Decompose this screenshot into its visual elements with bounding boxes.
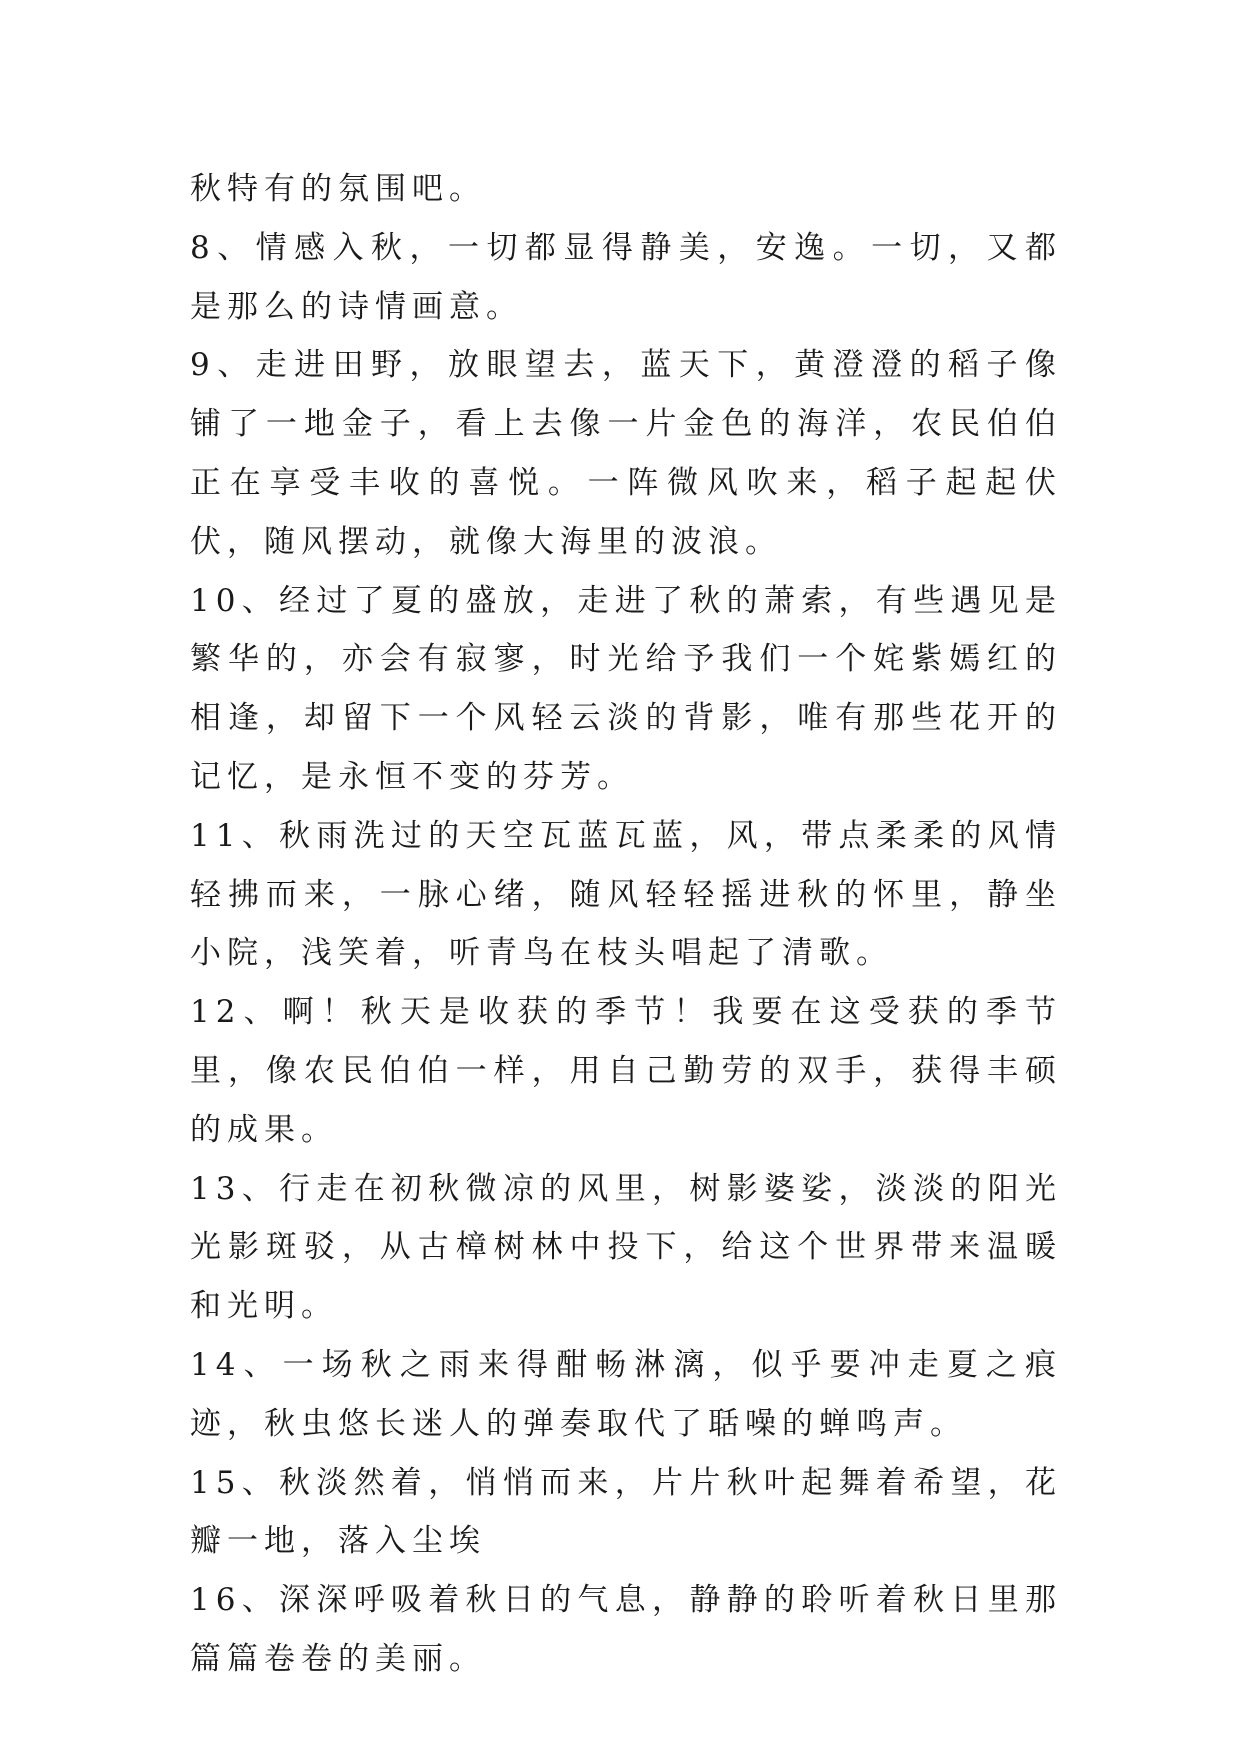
paragraph-item-8: 8、情感入秋，一切都显得静美，安逸。一切，又都是那么的诗情画意。	[190, 229, 1062, 325]
paragraph-item-16: 16、深深呼吸着秋日的气息，静静的聆听着秋日里那篇篇卷卷的美丽。	[190, 1582, 1062, 1677]
paragraph-item-9: 9、走进田野，放眼望去，蓝天下，黄澄澄的稻子像铺了一地金子，看上去像一片金色的海洋，农民伯伯正在享受丰收的喜悦。一阵微风吹来，稻子起起伏伏，随风摆动，就像大海里的波浪。	[190, 347, 1062, 560]
paragraph-item-13: 13、行走在初秋微凉的风里，树影婆娑，淡淡的阳光光影斑驳，从古樟树林中投下，给这个世界带来温暖和光明。	[190, 1170, 1062, 1325]
paragraph-item-11: 11、秋雨洗过的天空瓦蓝瓦蓝，风，带点柔柔的风情轻拂而来，一脉心绪，随风轻轻摇进秋的怀里，静坐小院，浅笑着，听青鸟在枝头唱起了清歌。	[190, 817, 1062, 972]
paragraph-item-10: 10、经过了夏的盛放，走进了秋的萧索，有些遇见是繁华的，亦会有寂寥，时光给予我们一个姹紫嫣红的相逢，却留下一个风轻云淡的背影，唯有那些花开的记忆，是永恒不变的芬芳。	[190, 582, 1062, 795]
paragraph-item-15: 15、秋淡然着，悄悄而来，片片秋叶起舞着希望，花瓣一地，落入尘埃	[190, 1464, 1062, 1560]
paragraph-item-12: 12、啊！秋天是收获的季节！我要在这受获的季节里，像农民伯伯一样，用自己勤劳的双手，获得丰硕的成果。	[190, 994, 1062, 1148]
document-body	[190, 160, 1062, 1689]
paragraph-continuation: 秋特有的氛围吧。	[190, 171, 486, 207]
paragraph-item-14: 14、一场秋之雨来得酣畅淋漓，似乎要冲走夏之痕迹，秋虫悠长迷人的弹奏取代了聒噪的蝉鸣声。	[190, 1346, 1062, 1442]
